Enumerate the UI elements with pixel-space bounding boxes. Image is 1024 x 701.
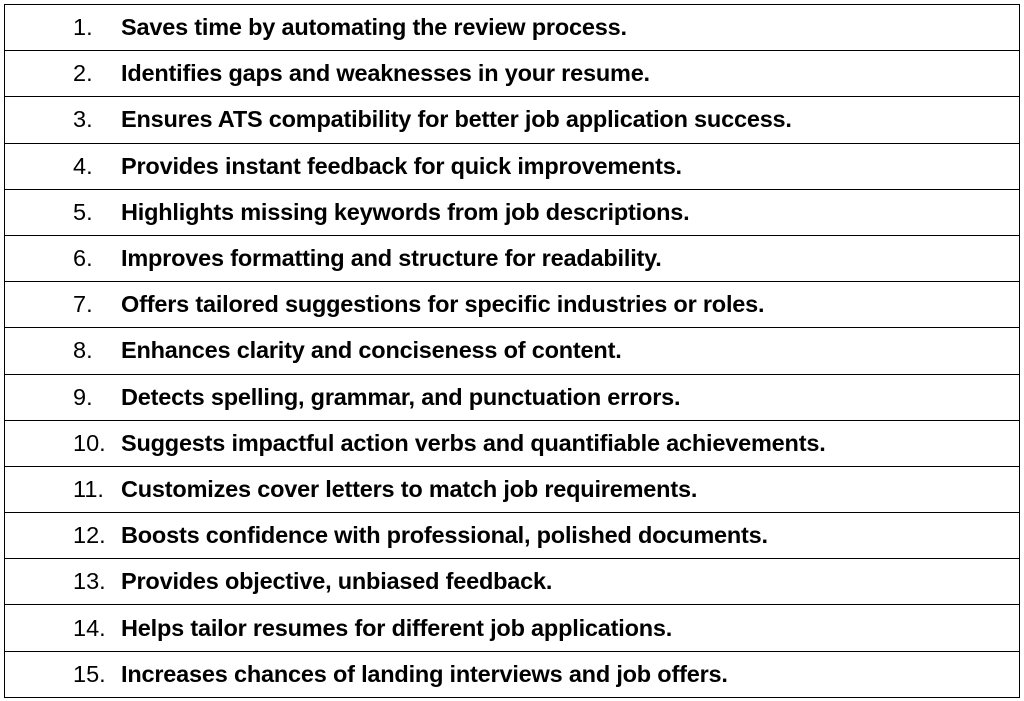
table-row (5, 328, 1020, 374)
table-cell (5, 559, 1020, 605)
table-row (5, 5, 1020, 51)
item-text: Provides objective, unbiased feedback. (121, 568, 553, 595)
item-text: Helps tailor resumes for different job applications. (121, 614, 673, 641)
benefits-table-container (4, 4, 1020, 697)
item-text: Suggests impactful action verbs and quantifiable achievements. (121, 429, 826, 456)
table-cell (5, 235, 1020, 281)
item-text: Customizes cover letters to match job requirements. (121, 475, 698, 502)
table-cell (5, 143, 1020, 189)
item-number: 8. (73, 337, 93, 364)
table-cell (5, 282, 1020, 328)
item-number: 10. (73, 429, 106, 456)
item-text: Ensures ATS compatibility for better job application success. (121, 106, 792, 133)
table-cell (5, 328, 1020, 374)
table-cell (5, 420, 1020, 466)
item-number: 6. (73, 245, 93, 272)
item-text: Detects spelling, grammar, and punctuation errors. (121, 383, 681, 410)
table-row (5, 143, 1020, 189)
table-row (5, 97, 1020, 143)
table-cell (5, 189, 1020, 235)
item-text: Saves time by automating the review process. (121, 14, 627, 41)
item-text: Identifies gaps and weaknesses in your resume. (121, 60, 650, 87)
item-number: 3. (73, 106, 93, 133)
item-text: Boosts confidence with professional, polished documents. (121, 522, 768, 549)
table-row (5, 466, 1020, 512)
table-row (5, 235, 1020, 281)
item-text: Provides instant feedback for quick improvements. (121, 152, 682, 179)
item-number: 14. (73, 614, 106, 641)
table-cell (5, 466, 1020, 512)
item-text: Highlights missing keywords from job descriptions. (121, 198, 690, 225)
item-number: 1. (73, 14, 93, 41)
table-cell (5, 605, 1020, 651)
table-cell (5, 5, 1020, 51)
item-number: 4. (73, 152, 93, 179)
item-number: 2. (73, 60, 93, 87)
table-cell (5, 513, 1020, 559)
item-text: Increases chances of landing interviews and job offers. (121, 660, 728, 687)
item-text: Enhances clarity and conciseness of content. (121, 337, 622, 364)
table-row (5, 189, 1020, 235)
table-row (5, 651, 1020, 697)
item-text: Offers tailored suggestions for specific industries or roles. (121, 291, 765, 318)
item-text: Improves formatting and structure for readability. (121, 245, 662, 272)
item-number: 9. (73, 383, 93, 410)
item-number: 13. (73, 568, 106, 595)
benefits-table (4, 4, 1020, 698)
table-cell (5, 651, 1020, 697)
item-number: 11. (73, 475, 104, 502)
item-number: 7. (73, 291, 93, 318)
table-cell (5, 374, 1020, 420)
table-row (5, 420, 1020, 466)
table-row (5, 51, 1020, 97)
table-row (5, 605, 1020, 651)
table-row (5, 282, 1020, 328)
item-number: 15. (73, 660, 106, 687)
benefits-table-body (5, 5, 1020, 698)
table-cell (5, 51, 1020, 97)
item-number: 5. (73, 198, 93, 225)
table-row (5, 559, 1020, 605)
item-number: 12. (73, 522, 106, 549)
table-row (5, 374, 1020, 420)
table-cell (5, 97, 1020, 143)
table-row (5, 513, 1020, 559)
